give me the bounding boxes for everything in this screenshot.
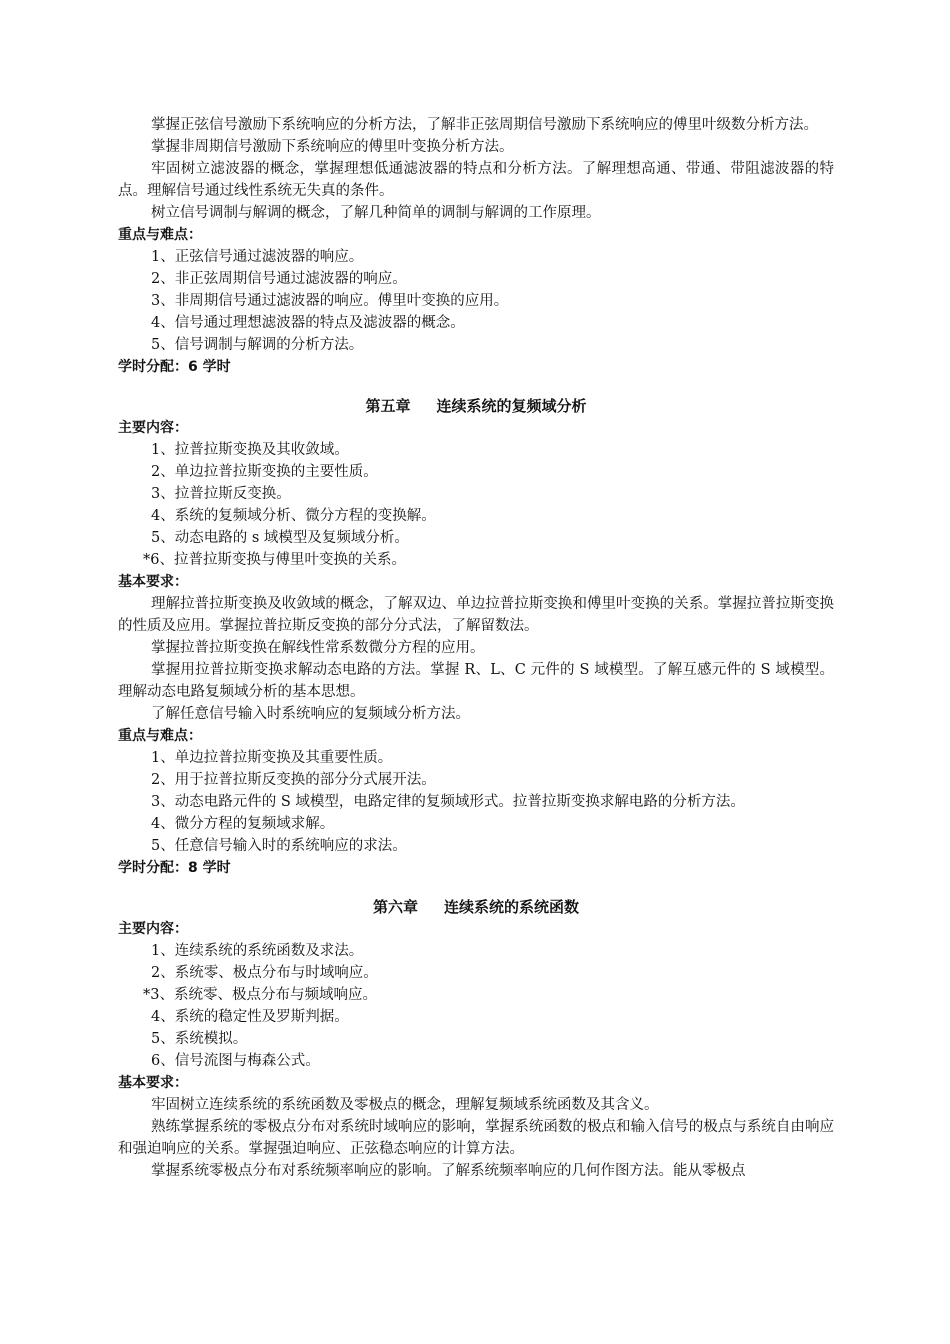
hours-allocation: 学时分配：6 学时 [118,359,231,375]
key-point-item: 2、非正弦周期信号通过滤波器的响应。 [151,271,407,287]
content-item: 5、系统模拟。 [151,1031,248,1047]
chapter-title: 连续系统的复频域分析 [436,397,587,415]
requirement-paragraph: 掌握非周期信号激励下系统响应的傅里叶变换分析方法。 [151,139,514,155]
requirement-paragraph: 熟练掌握系统的零极点分布对系统时域响应的影响，掌握系统函数的极点和输入信号的极点与系统自由响应和强迫响应的关系。掌握强迫响应、正弦稳态响应的计算方法。 [118,1119,834,1157]
requirement-paragraph: 掌握系统零极点分布对系统频率响应的影响。了解系统频率响应的几何作图方法。能从零极点 [151,1163,746,1179]
main-content-label: 主要内容： [118,420,188,436]
chapter-number: 第五章 [365,397,411,415]
chapter-number: 第六章 [372,898,418,916]
requirement-paragraph: 了解任意信号输入时系统响应的复频域分析方法。 [151,706,470,722]
key-point-item: 5、信号调制与解调的分析方法。 [151,337,364,353]
document-page [118,114,834,1182]
basic-requirements-label: 基本要求： [118,1075,188,1091]
key-point-item: 5、任意信号输入时的系统响应的求法。 [151,838,407,854]
section-chapter4-tail [118,114,834,378]
key-point-item: 4、信号通过理想滤波器的特点及滤波器的概念。 [151,315,465,331]
key-point-item: 1、单边拉普拉斯变换及其重要性质。 [151,750,393,766]
content-item-optional: *6、拉普拉斯变换与傅里叶变换的关系。 [143,552,406,568]
chapter-heading [118,395,834,417]
requirement-paragraph: 掌握用拉普拉斯变换求解动态电路的方法。掌握 R、L、C 元件的 S 域模型。了解互感元件的 S 域模型。理解动态电路复频域分析的基本思想。 [118,662,834,700]
key-point-item: 3、动态电路元件的 S 域模型，电路定律的复频域形式。拉普拉斯变换求解电路的分析方法。 [151,794,745,810]
chapter-title: 连续系统的系统函数 [444,898,580,916]
content-item: 5、动态电路的 s 域模型及复频域分析。 [151,530,409,546]
content-item: 1、拉普拉斯变换及其收敛域。 [151,442,349,458]
content-item: 2、单边拉普拉斯变换的主要性质。 [151,464,378,480]
requirement-paragraph: 理解拉普拉斯变换及收敛域的概念，了解双边、单边拉普拉斯变换和傅里叶变换的关系。掌握拉普拉斯变换的性质及应用。掌握拉普拉斯反变换的部分分式法，了解留数法。 [118,596,834,634]
basic-requirements-label: 基本要求： [118,574,188,590]
key-point-item: 2、用于拉普拉斯反变换的部分分式展开法。 [151,772,436,788]
content-item-optional: *3、系统零、极点分布与频域响应。 [143,987,377,1003]
key-points-label: 重点与难点： [118,227,202,243]
main-content-label: 主要内容： [118,921,188,937]
content-item: 1、连续系统的系统函数及求法。 [151,943,364,959]
content-item: 2、系统零、极点分布与时域响应。 [151,965,378,981]
content-item: 4、系统的稳定性及罗斯判据。 [151,1009,349,1025]
key-point-item: 1、正弦信号通过滤波器的响应。 [151,249,364,265]
requirement-paragraph: 牢固树立连续系统的系统函数及零极点的概念，理解复频域系统函数及其含义。 [151,1097,659,1113]
requirement-paragraph: 树立信号调制与解调的概念，了解几种简单的调制与解调的工作原理。 [151,205,601,221]
requirement-paragraph: 牢固树立滤波器的概念，掌握理想低通滤波器的特点和分析方法。了解理想高通、带通、带阻滤波器的特点。理解信号通过线性系统无失真的条件。 [118,161,834,199]
key-points-label: 重点与难点： [118,728,202,744]
key-point-item: 4、微分方程的复频域求解。 [151,816,335,832]
hours-allocation: 学时分配：8 学时 [118,860,231,876]
section-chapter6 [118,896,834,1182]
requirement-paragraph: 掌握拉普拉斯变换在解线性常系数微分方程的应用。 [151,640,485,656]
key-point-item: 3、非周期信号通过滤波器的响应。傅里叶变换的应用。 [151,293,509,309]
content-item: 6、信号流图与梅森公式。 [151,1053,320,1069]
content-item: 3、拉普拉斯反变换。 [151,486,291,502]
chapter-heading [118,896,834,918]
section-chapter5 [118,395,834,879]
requirement-paragraph: 掌握正弦信号激励下系统响应的分析方法，了解非正弦周期信号激励下系统响应的傅里叶级数分析方法。 [151,117,818,133]
content-item: 4、系统的复频域分析、微分方程的变换解。 [151,508,436,524]
